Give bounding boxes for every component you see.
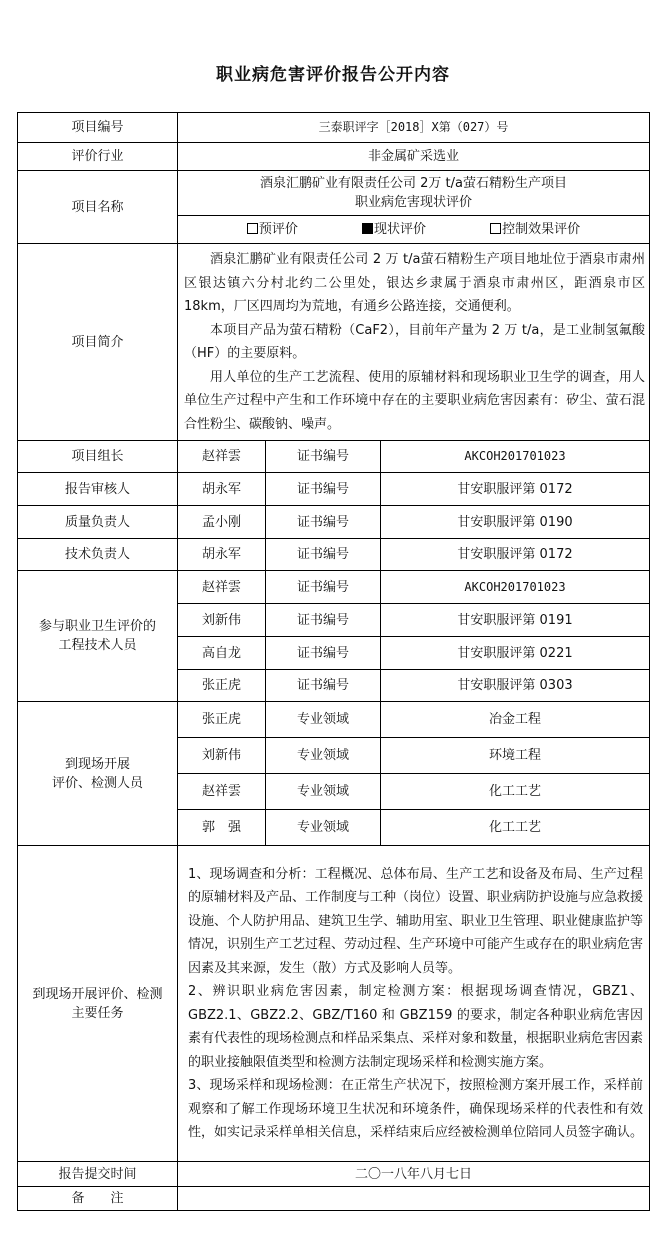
- staff-specialty: 化工工艺: [381, 810, 650, 846]
- row-technical: [18, 539, 650, 571]
- summary-label: 项目简介: [18, 244, 178, 441]
- leader-field: 证书编号: [266, 441, 381, 473]
- staff-field: 专业领域: [266, 810, 381, 846]
- engineer-field: 证书编号: [266, 604, 381, 637]
- task-item: 1、现场调查和分析：工程概况、总体布局、生产工艺和设备及布局、生产过程的原辅材料及产品、工作制度与工种（岗位）设置、职业病防护设施与应急救援设施、个人防护用品、建筑卫生学、辅助用室、职业卫生管理、职业健康监护等情况，识别生产工艺过程、劳动过程、生产环境中可能产生或存在的职业病危害因素及其来源，发生（散）方式及影响人员等。: [188, 866, 644, 976]
- site-staff-label: 到现场开展 评价、检测人员: [18, 702, 178, 846]
- row-industry: [18, 143, 650, 171]
- report-table: [17, 112, 650, 1211]
- leader-label: 项目组长: [18, 441, 178, 473]
- technical-field: 证书编号: [266, 539, 381, 571]
- engineer-cert: 甘安职服评第 0303: [381, 670, 650, 702]
- row-remark: [18, 1187, 650, 1211]
- quality-cert: 甘安职服评第 0190: [381, 506, 650, 539]
- leader-cert: AKCOH201701023: [381, 441, 650, 473]
- staff-name: 刘新伟: [178, 738, 266, 774]
- staff-field: 专业领域: [266, 702, 381, 738]
- engineer-name: 张正虎: [178, 670, 266, 702]
- staff-specialty: 化工工艺: [381, 774, 650, 810]
- row-project-name: [18, 171, 650, 216]
- row-tasks: [18, 846, 650, 1162]
- project-no-label: 项目编号: [18, 113, 178, 143]
- leader-name: 赵祥雲: [178, 441, 266, 473]
- summary-p1: 酒泉汇鹏矿业有限责任公司 2 万 t/a萤石精粉生产项目地址位于酒泉市肃州区银达镇六分村北约二公里处，银达乡隶属于酒泉市肃州区，距酒泉市区 18km，厂区四周均为荒地，有通乡公路连接，交通便利。: [184, 252, 646, 314]
- engineer-cert: AKCOH201701023: [381, 571, 650, 604]
- technical-cert: 甘安职服评第 0172: [381, 539, 650, 571]
- staff-name: 赵祥雲: [178, 774, 266, 810]
- reviewer-name: 胡永军: [178, 473, 266, 506]
- option-pre-eval: 预评价: [247, 220, 298, 239]
- reviewer-cert: 甘安职服评第 0172: [381, 473, 650, 506]
- tasks-content: [178, 846, 650, 1162]
- project-name-line2: 职业病危害现状评价: [355, 195, 473, 210]
- checkbox-status-eval-icon: [362, 223, 373, 234]
- staff-field: 专业领域: [266, 738, 381, 774]
- row-leader: [18, 441, 650, 473]
- remark-value: [178, 1187, 650, 1211]
- staff-specialty: 环境工程: [381, 738, 650, 774]
- engineer-name: 赵祥雲: [178, 571, 266, 604]
- quality-field: 证书编号: [266, 506, 381, 539]
- submit-value: 二〇一八年八月七日: [178, 1162, 650, 1187]
- staff-specialty: 冶金工程: [381, 702, 650, 738]
- quality-label: 质量负责人: [18, 506, 178, 539]
- summary-content: [178, 244, 650, 441]
- reviewer-label: 报告审核人: [18, 473, 178, 506]
- technical-label: 技术负责人: [18, 539, 178, 571]
- eval-type-options: [178, 216, 650, 244]
- engineers-label: 参与职业卫生评价的 工程技术人员: [18, 571, 178, 702]
- technical-name: 胡永军: [178, 539, 266, 571]
- row-submit: [18, 1162, 650, 1187]
- page-title: 职业病危害评价报告公开内容: [216, 65, 450, 85]
- project-name-value: [178, 171, 650, 216]
- staff-name: 张正虎: [178, 702, 266, 738]
- engineer-cert: 甘安职服评第 0221: [381, 637, 650, 670]
- remark-label: 备 注: [18, 1187, 178, 1211]
- submit-label: 报告提交时间: [18, 1162, 178, 1187]
- summary-p3: 用人单位的生产工艺流程、使用的原辅材料和现场职业卫生学的调查，用人单位生产过程中产生和工作环境中存在的主要职业病危害因素有：矽尘、萤石混合性粉尘、碳酸钠、噪声。: [184, 369, 646, 432]
- engineer-field: 证书编号: [266, 637, 381, 670]
- engineer-cert: 甘安职服评第 0191: [381, 604, 650, 637]
- project-name-label: 项目名称: [18, 171, 178, 244]
- task-item: 3、现场采样和现场检测：在正常生产状况下，按照检测方案开展工作，采样前观察和了解工作现场环境卫生状况和环境条件，确保现场采样的代表性和有效性，如实记录采样单相关信息，采样结束后应经被检测单位陪同人员签字确认。: [188, 1078, 644, 1140]
- checkbox-control-eval-icon: [490, 223, 501, 234]
- option-status-eval: 现状评价: [362, 220, 426, 239]
- row-engineer: [18, 571, 650, 604]
- staff-name: 郭 强: [178, 810, 266, 846]
- option-control-eval: 控制效果评价: [490, 220, 580, 239]
- engineer-field: 证书编号: [266, 670, 381, 702]
- industry-label: 评价行业: [18, 143, 178, 171]
- project-name-line1: 酒泉汇鹏矿业有限责任公司 2万 t/a萤石精粉生产项目: [260, 176, 567, 191]
- checkbox-pre-eval-icon: [247, 223, 258, 234]
- row-project-no: [18, 113, 650, 143]
- reviewer-field: 证书编号: [266, 473, 381, 506]
- row-summary: [18, 244, 650, 441]
- row-site-staff: [18, 702, 650, 738]
- engineer-field: 证书编号: [266, 571, 381, 604]
- industry-value: 非金属矿采选业: [178, 143, 650, 171]
- quality-name: 孟小刚: [178, 506, 266, 539]
- engineer-name: 刘新伟: [178, 604, 266, 637]
- task-item: 2、辨识职业病危害因素，制定检测方案：根据现场调查情况，GBZ1、GBZ2.1、GBZ2.2、GBZ/T160 和 GBZ159 的要求，制定各种职业病危害因素有代表性的现场检测点和样品采集点、采样对象和数量，根据职业病危害因素的职业接触限值类型和检测方法制定现场采样和检测实施方案。: [188, 984, 644, 1070]
- row-reviewer: [18, 473, 650, 506]
- staff-field: 专业领域: [266, 774, 381, 810]
- project-no-value: 三泰职评字［2018］X第（027）号: [178, 113, 650, 143]
- row-quality: [18, 506, 650, 539]
- engineer-name: 高自龙: [178, 637, 266, 670]
- tasks-label: 到现场开展评价、检测 主要任务: [18, 846, 178, 1162]
- summary-p2: 本项目产品为萤石精粉（CaF2），目前年产量为 2 万 t/a，是工业制氢氟酸（HF）的主要原料。: [184, 322, 646, 361]
